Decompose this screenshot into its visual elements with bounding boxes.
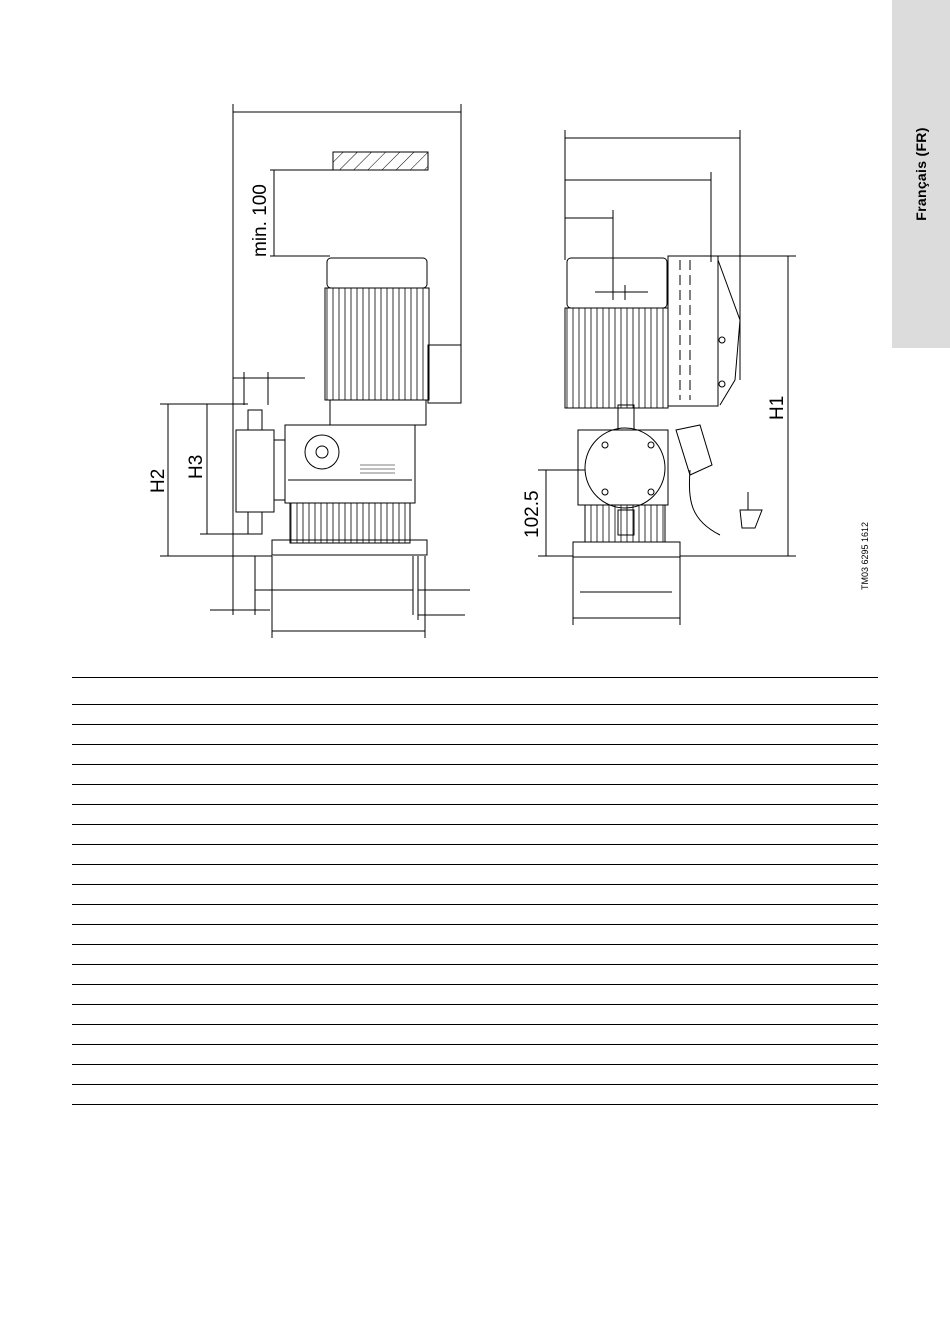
dimension-table [72,677,878,1105]
table-row [72,985,878,1005]
pump-dimension-drawing [0,0,950,670]
table-row [72,725,878,745]
table-row [72,1025,878,1045]
language-tab-label: Français (FR) [913,127,929,221]
table-row [72,1005,878,1025]
table-row [72,885,878,905]
table-row [72,945,878,965]
table-row [72,765,878,785]
side-view [538,130,796,625]
table-header-row [72,677,878,705]
figure-reference-code: TM03 6295 1612 [860,521,870,590]
front-view [160,104,470,638]
table-row [72,825,878,845]
dim-label-clearance: min. 100 [250,184,271,257]
dim-label-foot-height: 102.5 [522,490,543,538]
dim-label-h3: H3 [186,454,207,479]
table-row [72,965,878,985]
dim-label-h2: H2 [148,468,169,493]
table-row [72,1065,878,1085]
table-row [72,745,878,765]
table-row [72,1045,878,1065]
table-row [72,705,878,725]
table-row [72,1085,878,1105]
dim-label-h1: H1 [767,395,788,420]
table-row [72,925,878,945]
table-row [72,865,878,885]
table-row [72,845,878,865]
table-row [72,805,878,825]
table-row [72,785,878,805]
table-row [72,905,878,925]
